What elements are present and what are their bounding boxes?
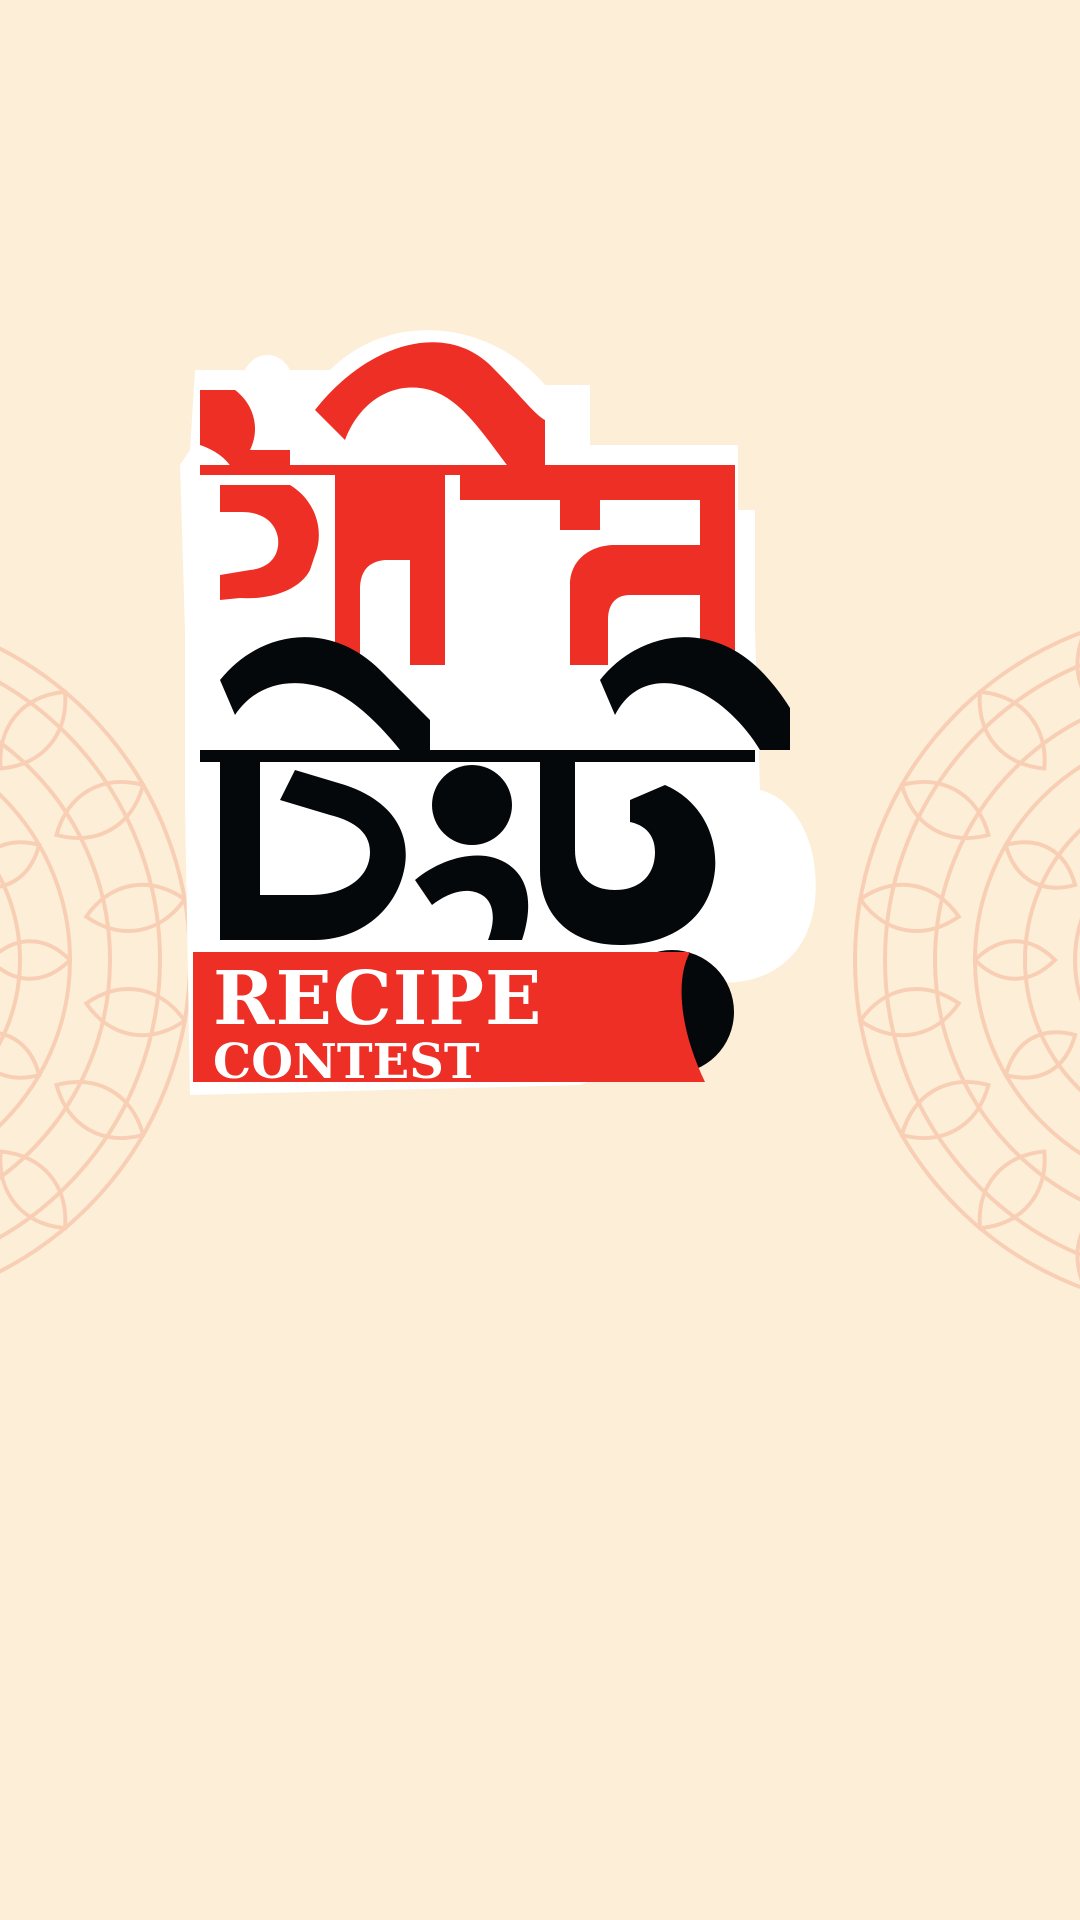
contest-text-block [213, 956, 543, 1090]
subtitle-line-2: CONTEST [213, 1034, 480, 1090]
contest-subtitle [193, 952, 707, 1090]
subtitle-line-1: RECIPE [213, 956, 543, 1042]
